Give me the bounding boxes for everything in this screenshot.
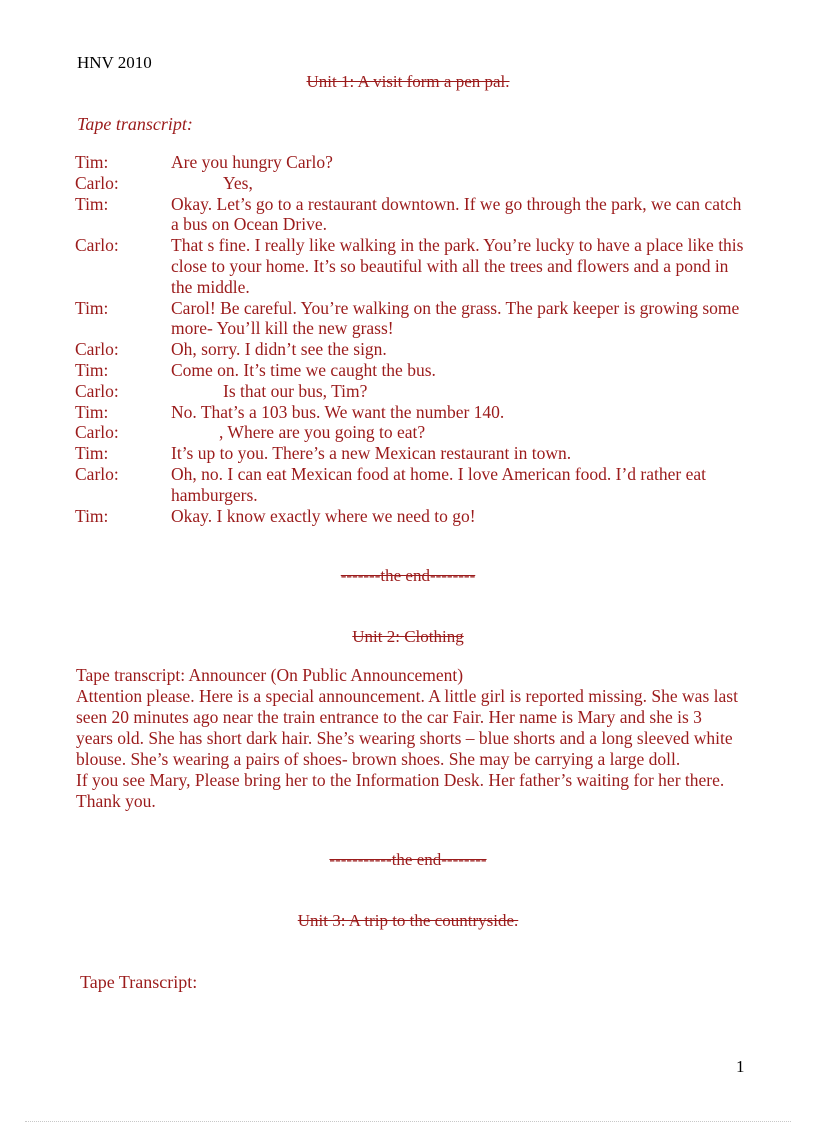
unit2-intro: Tape transcript: Announcer (On Public Announcement) xyxy=(76,665,464,685)
utterance: Okay. I know exactly where we need to go! xyxy=(171,505,476,526)
dialog-row xyxy=(75,194,745,236)
speaker: Tim: xyxy=(75,297,109,318)
utterance: Are you hungry Carlo? xyxy=(171,152,333,172)
unit2-closing: If you see Mary, Please bring her to the Information Desk. Her father’s waiting for her there. Thank you. xyxy=(76,770,725,811)
speaker: Tim: xyxy=(75,152,109,172)
dialog-row xyxy=(75,173,745,194)
dialog-row xyxy=(75,235,745,297)
dialog-row xyxy=(75,360,745,381)
speaker: Tim: xyxy=(75,505,109,526)
utterance: Okay. Let’s go to a restaurant downtown. If we go through the park, we can catch a bus on Ocean Drive. xyxy=(171,193,742,235)
unit1-subhead: Tape transcript: xyxy=(77,114,193,134)
dialog-row xyxy=(75,464,745,506)
page-number: 1 xyxy=(736,1057,745,1076)
speaker: Tim: xyxy=(75,401,109,422)
unit1-end-marker: -------the end-------- xyxy=(340,566,476,585)
utterance: Oh, sorry. I didn’t see the sign. xyxy=(171,339,387,360)
utterance: That s fine. I really like walking in the park. You’re lucky to have a place like this close to your home. It’s so beautiful with all the trees and flowers and a pond in the middle. xyxy=(171,235,744,297)
utterance: Yes, xyxy=(223,172,253,193)
utterance: It’s up to you. There’s a new Mexican restaurant in town. xyxy=(171,443,572,464)
utterance: Oh, no. I can eat Mexican food at home. I love American food. I’d rather eat hamburgers. xyxy=(171,463,706,505)
speaker: Tim: xyxy=(75,443,109,464)
speaker: Carlo: xyxy=(75,339,119,360)
speaker: Carlo: xyxy=(75,422,119,443)
dialog-row xyxy=(75,402,745,423)
speaker: Tim: xyxy=(75,193,109,214)
speaker: Carlo: xyxy=(75,380,119,401)
dialog-row xyxy=(75,443,745,464)
unit2-announcement: Attention please. Here is a special announcement. A little girl is reported missing. She was last seen 20 minutes ago near the train entrance to the car Fair. Her name is Mary and she is 3 years old. She has short dark hair. She’s wearing shorts – blue shorts and a long sleeved white blouse. She’s wearing a pairs of shoes- brown shoes. She may be carrying a large doll. xyxy=(76,686,738,769)
dialog-row xyxy=(75,298,745,340)
unit3-subhead: Tape Transcript: xyxy=(80,972,198,992)
speaker: Carlo: xyxy=(75,235,119,256)
unit3-title: Unit 3: A trip to the countryside. xyxy=(297,911,519,930)
page-bottom-divider xyxy=(25,1121,791,1122)
speaker: Carlo: xyxy=(75,463,119,484)
header-label: HNV 2010 xyxy=(77,53,152,72)
utterance: Come on. It’s time we caught the bus. xyxy=(171,359,436,380)
dialog-row xyxy=(75,152,745,173)
dialog-row xyxy=(75,422,745,443)
unit1-title: Unit 1: A visit form a pen pal. xyxy=(306,72,510,91)
utterance: Is that our bus, Tim? xyxy=(223,380,368,401)
utterance: No. That’s a 103 bus. We want the number 140. xyxy=(171,401,505,422)
unit2-transcript xyxy=(76,665,741,812)
unit2-title: Unit 2: Clothing xyxy=(352,627,464,646)
dialog-row xyxy=(75,381,745,402)
dialog-row xyxy=(75,506,745,527)
speaker: Tim: xyxy=(75,359,109,380)
dialog-row xyxy=(75,339,745,360)
utterance: , Where are you going to eat? xyxy=(219,422,426,443)
unit1-dialog xyxy=(75,152,745,526)
unit2-end-marker: -----------the end-------- xyxy=(329,850,487,869)
utterance: Carol! Be careful. You’re walking on the grass. The park keeper is growing some more- You’ll kill the new grass! xyxy=(171,297,740,339)
speaker: Carlo: xyxy=(75,172,119,193)
